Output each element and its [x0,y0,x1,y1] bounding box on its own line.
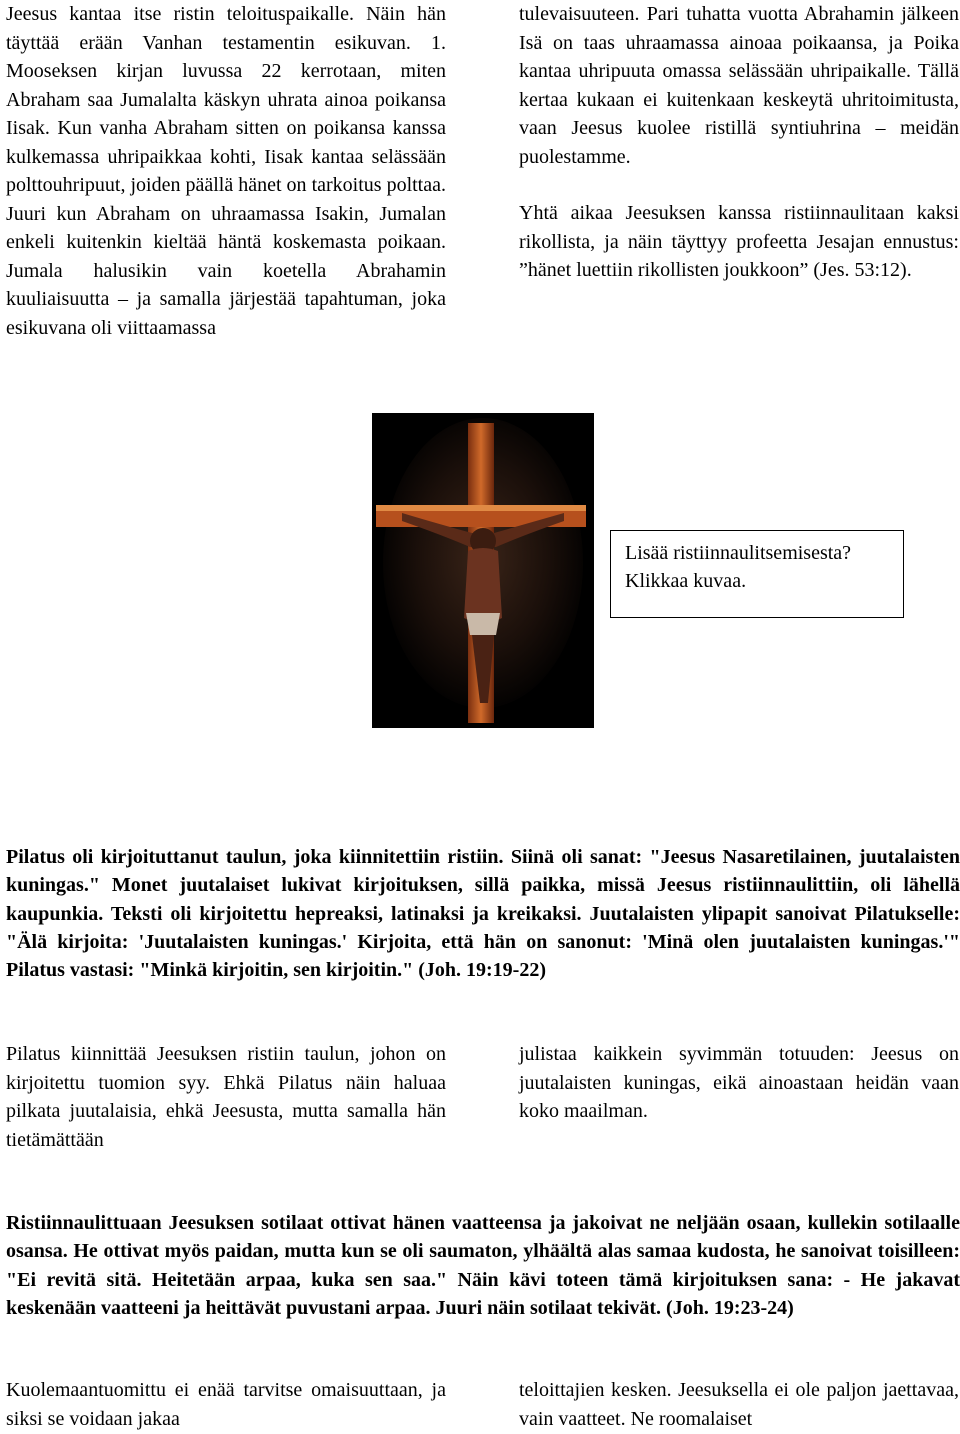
commentary-right-column [519,1040,959,1126]
commentary-right-paragraph: julistaa kaikkein syvimmän totuuden: Jeesus on juutalaisten kuningas, eikä ainoastaan heidän vaan koko maailman. [519,1043,959,1122]
closing-right-column [519,1376,959,1433]
commentary-left-column [6,1040,446,1154]
scripture-quote-1 [6,843,960,984]
intro-left-paragraph: Jeesus kantaa itse ristin teloituspaikalle. Näin hän täyttää erään Vanhan testamentin esikuvan. 1. Mooseksen kirjan luvussa 22 kerrotaan, miten Abraham saa Jumalalta käskyn uhrata ainoa poikansa Iisak. Kun vanha Abraham sitten on poikansa kanssa kulkemassa uhripaikkaa kohti, Iisak kantaa selässään polttouhripuut, joiden päällä hänet on tarkoitus polttaa. Juuri kun Abraham on uhraamassa Isakin, Jumalan enkeli kuitenkin kieltää häntä koskemasta poikaan. Jumala halusikin vain koetella Abrahamin kuuliaisuutta – ja samalla järjestää tapahtuman, joka esikuvana oli viittaamassa [6,3,446,339]
caption-line-2: Klikkaa kuvaa. [625,570,747,592]
intro-right-paragraph-2: Yhtä aikaa Jeesuksen kanssa ristiinnaulitaan kaksi rikollista, ja näin täyttyy profeetta Jesajan ennustus: ”hänet luettiin rikollisten joukkoon” (Jes. 53:12). [519,202,959,281]
closing-right-paragraph: teloittajien kesken. Jeesuksella ei ole paljon jaettavaa, vain vaatteet. Ne roomalaiset [519,1379,959,1430]
intro-left-column [6,0,446,342]
caption-line-1: Lisää ristiinnaulitsemisesta? [625,542,852,564]
scripture-quote-1-text: Pilatus oli kirjoituttanut taulun, joka kiinnitettiin ristiin. Siinä oli sanat: "Jeesus Nasaretilainen, juutalaisten kuningas." Monet juutalaiset lukivat kirjoituksen, sillä paikka, missä Jeesus ristiinnaulittiin, oli lähellä kaupunkia. Teksti oli kirjoitettu hepreaksi, latinaksi ja kreikaksi. Juutalaisten ylipapit sanoivat Pilatukselle: "Älä kirjoita: 'Juutalaisten kuningas.' Kirjoita, että hän on sanonut: 'Minä olen juutalaisten kuningas.'" Pilatus vastasi: "Minkä kirjoitin, sen kirjoitin." (Joh. 19:19-22) [6,846,960,982]
scripture-quote-2-text: Ristiinnaulittuaan Jeesuksen sotilaat ottivat hänen vaatteensa ja jakoivat ne neljään osaan, kullekin sotilaalle osansa. He ottivat myös paidan, mutta kun se oli saumaton, ylhäältä alas samaa kudosta, he sanoivat toisilleen: "Ei revitä sitä. Heitetään arpaa, kuka sen saa." Näin kävi toteen tämä kirjoituksen sana: - He jakavat keskenään vaatteeni ja heittävät puvustani arpaa. Juuri näin sotilaat tekivät. (Joh. 19:23-24) [6,1212,960,1319]
image-caption-box [610,530,904,618]
crucifix-image [372,413,594,728]
intro-right-paragraph-1: tulevaisuuteen. Pari tuhatta vuotta Abrahamin jälkeen Isä on taas uhraamassa ainoaa poikaansa, ja Poika kantaa uhripuuta omassa selässään uhripaikalle. Tällä kertaa kukaan ei kuitenkaan keskeytä uhritoimitusta, vaan Jeesus kuolee ristillä syntiuhrina – meidän puolestamme. [519,3,959,168]
closing-left-paragraph: Kuolemaantuomittu ei enää tarvitse omaisuuttaan, ja siksi se voidaan jakaa [6,1379,446,1430]
scripture-quote-2 [6,1209,960,1322]
closing-left-column [6,1376,446,1433]
crucifixion-image-link[interactable] [372,413,594,728]
intro-right-column [519,0,959,285]
commentary-left-paragraph: Pilatus kiinnittää Jeesuksen ristiin taulun, johon on kirjoitettu tuomion syy. Ehkä Pilatus näin haluaa pilkata juutalaisia, ehkä Jeesusta, mutta samalla hän tietämättään [6,1043,446,1151]
